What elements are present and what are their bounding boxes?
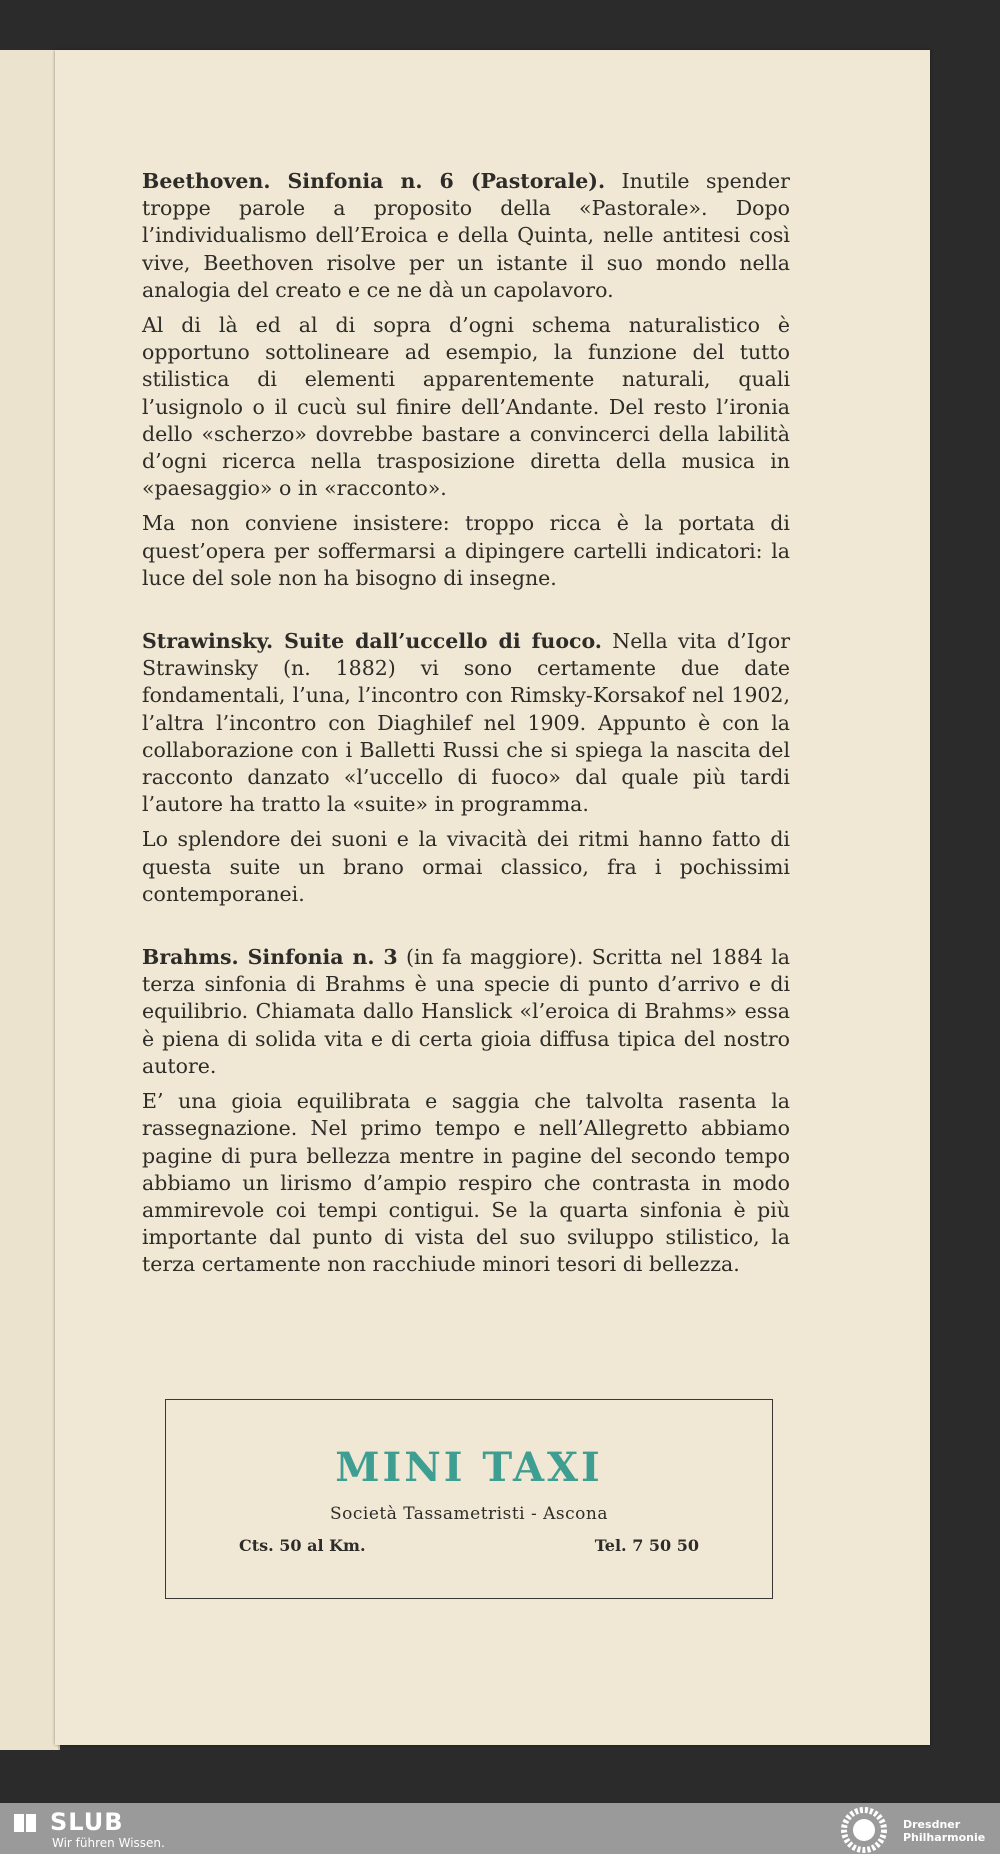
paragraph-beethoven-3: Ma non conviene insistere: troppo ricca è la portata di quest’opera per soffermarsi a dipingere cartelli indicatori: la luce del sole non ha bisogno di insegne. — [142, 511, 790, 590]
paragraph-beethoven-2: Al di là ed al di sopra d’ogni schema naturalistico è opportuno sottolineare ad esempio, la funzione del tutto stilistica di elementi apparentemente naturali, quali l’usignolo o il cucù sul finire dell’Andante. Del resto l’ironia dello «scherzo» dovrebbe bastare a convincerci della labilità d’ogni ricerca nella trasposizione diretta della musica in «paesaggio» o in «racconto». — [142, 313, 790, 501]
heading-brahms: Brahms. Sinfonia n. 3 — [142, 945, 398, 970]
heading-beethoven: Beethoven. Sinfonia n. 6 (Pastorale). — [142, 169, 606, 193]
ad-title: MINI TAXI — [335, 1444, 603, 1491]
paragraph-beethoven: Beethoven. Sinfonia n. 6 (Pastorale). Inutile spender troppe parole a proposito della «Pastorale». Dopo l’individualismo dell’Eroica e della Quinta, nelle antitesi così vive, Beethoven risolve per un istante il suo mondo nella analogia del creato e ce ne dà un capolavoro. — [142, 169, 790, 302]
paragraph-brahms: Brahms. Sinfonia n. 3 (in fa maggiore). Scritta nel 1884 la terza sinfonia di Brahms è una specie di punto d’arrivo e di equilibrio. Chiamata dallo Hanslick «l’eroica di Brahms» essa è piena di solida vita e di certa gioia diffusa tipica del nostro autore. — [142, 945, 790, 1078]
ad-rate: Cts. 50 al Km. — [239, 1536, 366, 1555]
adjacent-page-edge — [0, 50, 60, 1750]
program-page — [55, 50, 930, 1745]
library-tagline: Wir führen Wissen. — [52, 1836, 165, 1850]
article-text — [142, 168, 790, 1287]
paragraph-strawinsky-2: Lo splendore dei suoni e la vivacità dei ritmi hanno fatto di questa suite un brano ormai classico, fra i pochissimi contemporanei. — [142, 827, 790, 906]
ad-subtitle: Società Tassametristi - Ascona — [330, 1504, 608, 1524]
paragraph-brahms-2: E’ una gioia equilibrata e saggia che talvolta rasenta la rassegnazione. Nel primo tempo e nell’Allegretto abbiamo pagine di pura bellezza mentre in pagine del secondo tempo abbiamo un lirismo d’ampio respiro che contrasta in modo ammirevole coi tempi contigui. Se la quarta sinfonia è più importante dal punto di vista del suo sviluppo stilistico, la terza certamente non racchiude minori tesori di bellezza. — [142, 1089, 790, 1277]
viewer-footer — [0, 1803, 1000, 1854]
book-icon — [12, 1811, 38, 1835]
ad-phone: Tel. 7 50 50 — [594, 1536, 699, 1555]
library-name[interactable]: SLUB — [50, 1808, 124, 1836]
partner-name[interactable]: Dresdner Philharmonie — [903, 1818, 986, 1844]
philharmonie-logo-icon[interactable] — [840, 1806, 888, 1854]
taxi-advertisement — [165, 1399, 773, 1599]
paragraph-strawinsky: Strawinsky. Suite dall’uccello di fuoco. Nella vita d’Igor Strawinsky (n. 1882) vi sono certamente due date fondamentali, l’una, l’incontro con Rimsky-Korsakof nel 1902, l’altra l’incontro con Diaghilef nel 1909. Appunto è con la collaborazione con i Balletti Russi che si spiega la nascita del racconto danzato «l’uccello di fuoco» dal quale più tardi l’autore ha tratto la «suite» in programma. — [142, 629, 790, 817]
heading-strawinsky: Strawinsky. Suite dall’uccello di fuoco. — [142, 629, 602, 654]
